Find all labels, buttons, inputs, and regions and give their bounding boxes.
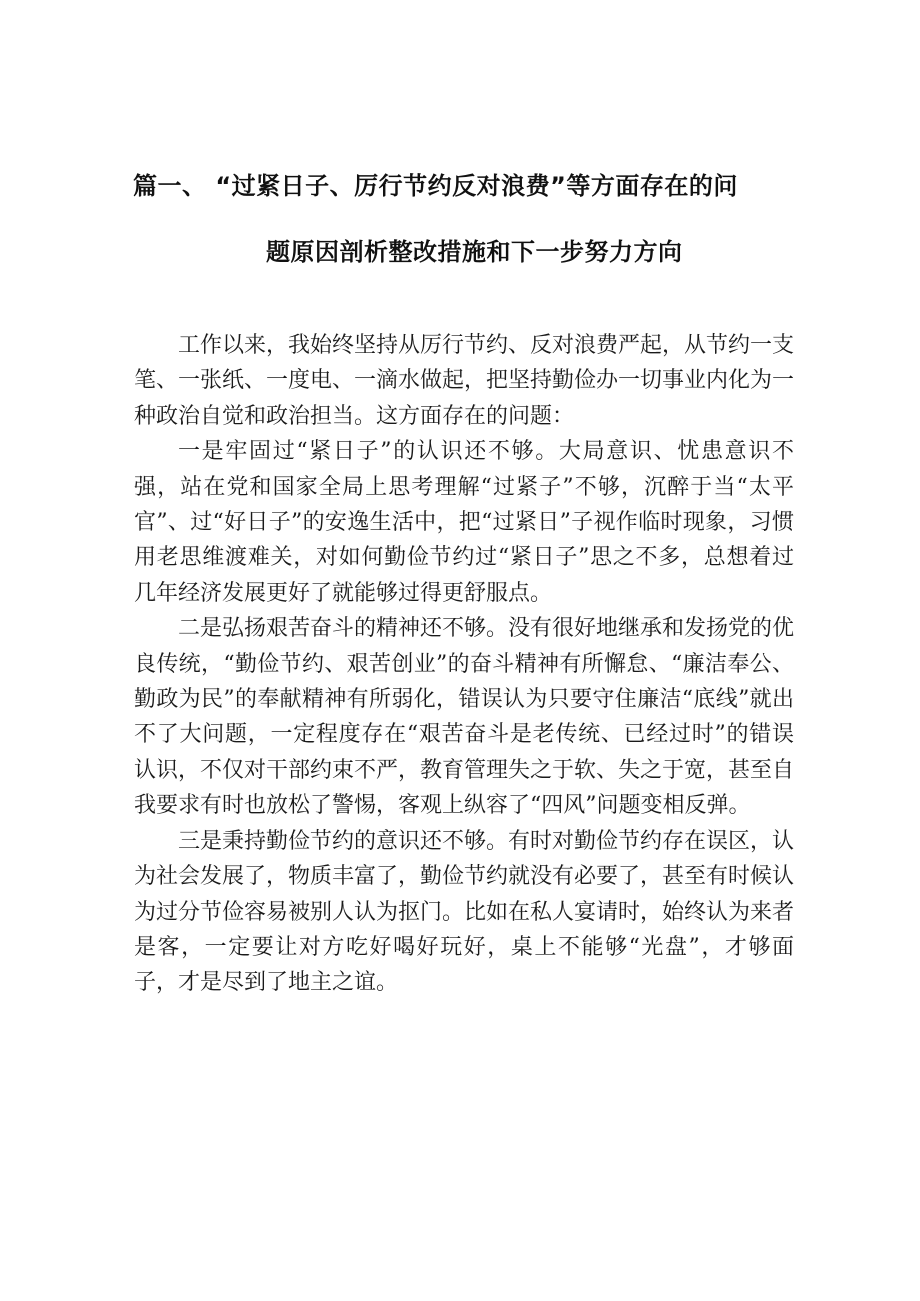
paragraph-point-3: 三是秉持勤俭节约的意识还不够。有时对勤俭节约存在误区，认为社会发展了，物质丰富了，勤俭节约就没有必要了，甚至有时候认为过分节俭容易被别人认为抠门。比如在私人宴请时，始终认为来者是客，一定要让对方吃好喝好玩好，桌上不能够“光盘”，才够面子，才是尽到了地主之谊。 (134, 828, 795, 996)
paragraph-intro: 工作以来，我始终坚持从厉行节约、反对浪费严起，从节约一支笔、一张纸、一度电、一滴水做起，把坚持勤俭办一切事业内化为一种政治自觉和政治担当。这方面存在的问题： (134, 333, 795, 429)
document-body (134, 328, 794, 1001)
document-title-line-2: 题原因剖析整改措施和下一步努力方向 (266, 238, 683, 266)
paragraph-point-1: 一是牢固过“紧日子”的认识还不够。大局意识、忧患意识不强，站在党和国家全局上思考理解“过紧子”不够，沉醉于当“太平官”、过“好日子”的安逸生活中，把“过紧日”子视作临时现象，习惯用老思维渡难关，对如何勤俭节约过“紧日子”思之不多，总想着过几年经济发展更好了就能够过得更舒服点。 (134, 439, 794, 606)
paragraph-point-2: 二是弘扬艰苦奋斗的精神还不够。没有很好地继承和发扬党的优良传统，“勤俭节约、艰苦创业”的奋斗精神有所懈怠、“廉洁奉公、勤政为民”的奉献精神有所弱化，错误认为只要守住廉洁“底线”就出不了大问题，一定程度存在“艰苦奋斗是老传统、已经过时”的错误认识，不仅对干部约束不严，教育管理失之于软、失之于宽，甚至自我要求有时也放松了警惕，客观上纵容了“四风”问题变相反弹。 (134, 616, 795, 819)
document-title-line-1: 篇一、 “过紧日子、厉行节约反对浪费”等方面存在的问 (133, 172, 738, 200)
